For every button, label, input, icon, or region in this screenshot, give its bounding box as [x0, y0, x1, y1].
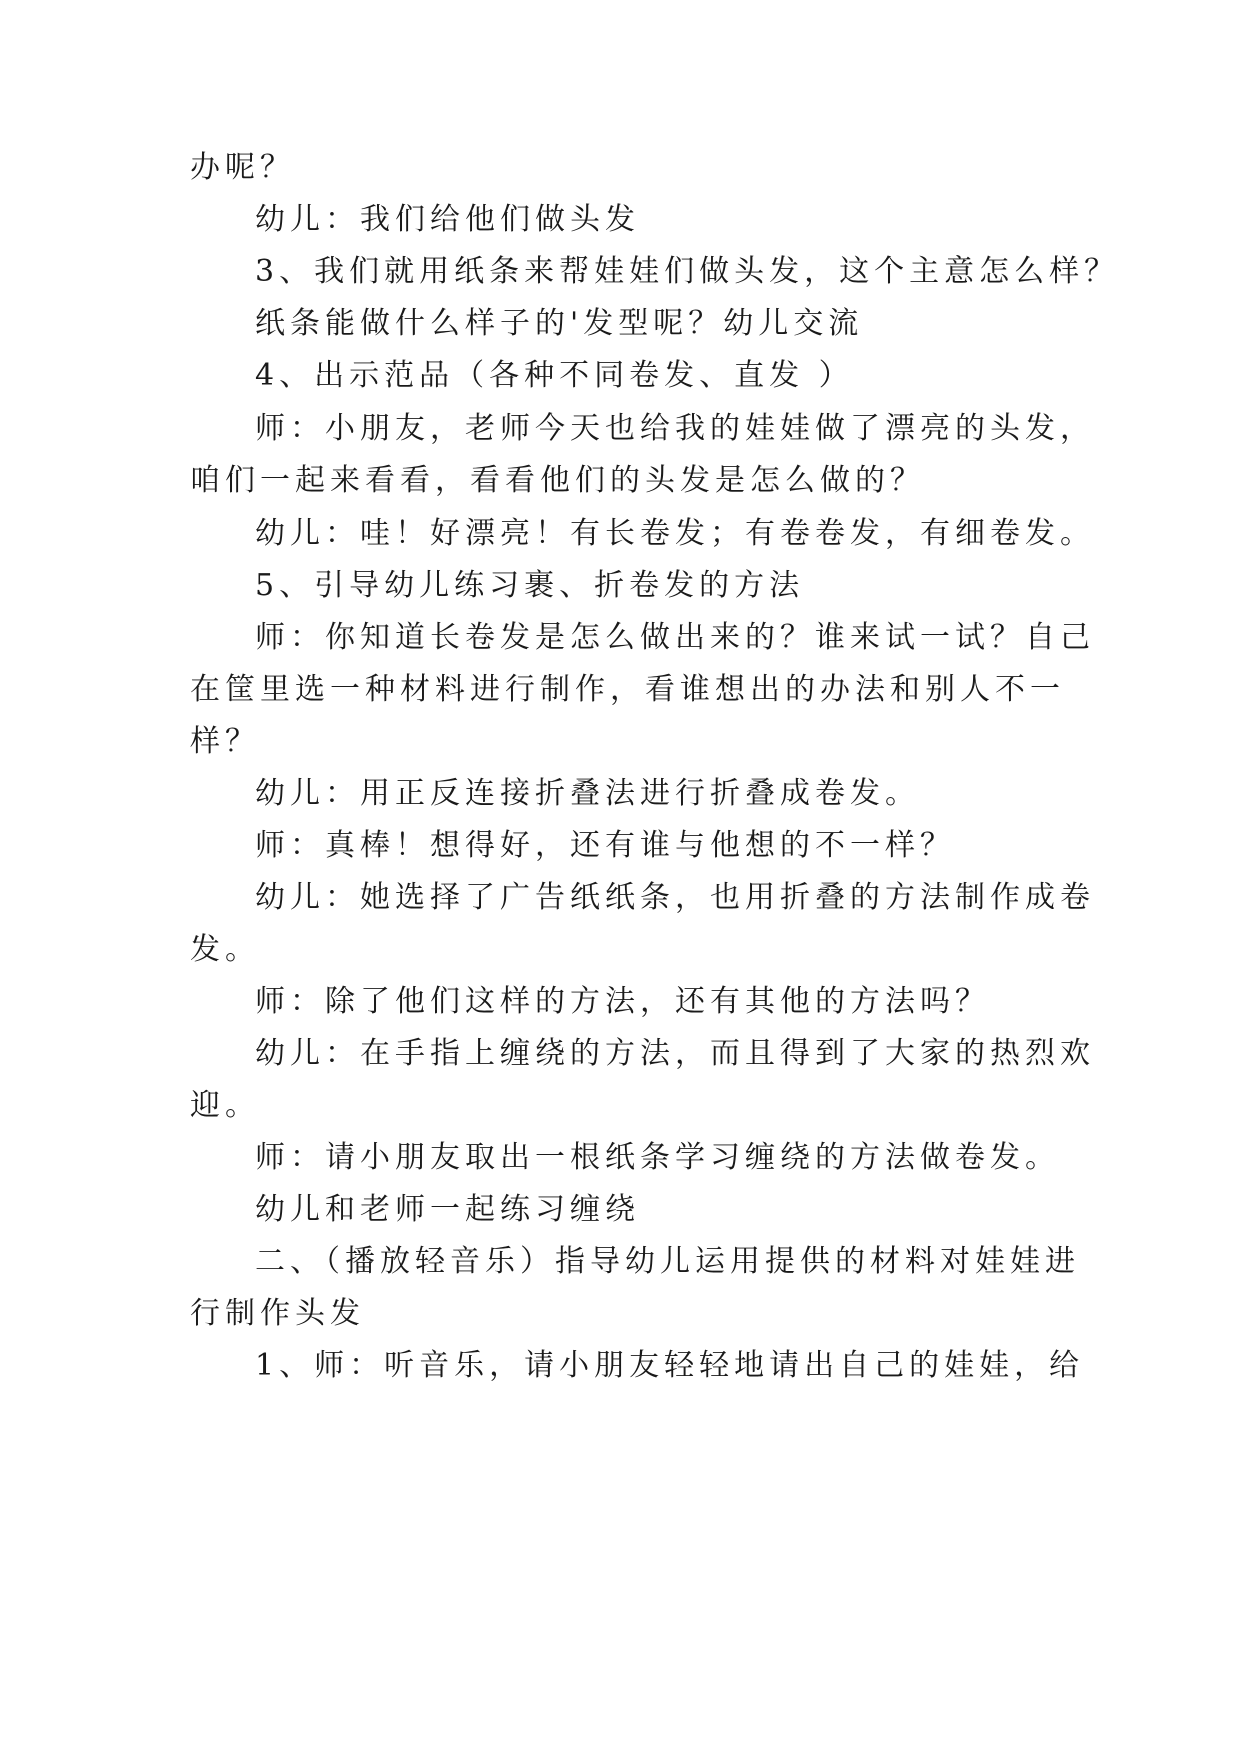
text-line: 二、（播放轻音乐）指导幼儿运用提供的材料对娃娃进	[255, 1244, 1080, 1279]
text-line: 在筐里选一种材料进行制作，看谁想出的办法和别人不一	[190, 672, 1065, 707]
text-line: 样？	[190, 724, 260, 759]
text-line: 师：请小朋友取出一根纸条学习缠绕的方法做卷发。	[255, 1140, 1060, 1175]
text-line: 师：你知道长卷发是怎么做出来的？谁来试一试？自己	[255, 620, 1095, 655]
text-line: 师：真棒！想得好，还有谁与他想的不一样？	[255, 828, 955, 863]
text-line: 发。	[190, 932, 260, 967]
text-line: 纸条能做什么样子的'发型呢？幼儿交流	[255, 306, 864, 341]
text-line: 办呢？	[190, 150, 295, 185]
text-line: 3、我们就用纸条来帮娃娃们做头发，这个主意怎么样？	[255, 254, 1120, 289]
text-line: 幼儿：用正反连接折叠法进行折叠成卷发。	[255, 776, 920, 811]
text-line: 行制作头发	[190, 1296, 365, 1331]
text-line: 师：除了他们这样的方法，还有其他的方法吗？	[255, 984, 990, 1019]
text-line: 幼儿：我们给他们做头发	[255, 202, 640, 237]
text-line: 幼儿：在手指上缠绕的方法，而且得到了大家的热烈欢	[255, 1036, 1095, 1071]
text-line: 幼儿：她选择了广告纸纸条，也用折叠的方法制作成卷	[255, 880, 1095, 915]
text-line: 师：小朋友，老师今天也给我的娃娃做了漂亮的头发，	[255, 411, 1095, 446]
text-line: 5、引导幼儿练习裹、折卷发的方法	[255, 568, 805, 603]
text-line: 幼儿和老师一起练习缠绕	[255, 1192, 640, 1227]
text-line: 咱们一起来看看，看看他们的头发是怎么做的？	[190, 463, 925, 498]
text-line: 幼儿：哇！好漂亮！有长卷发；有卷卷发，有细卷发。	[255, 516, 1095, 551]
text-line: 1、师：听音乐，请小朋友轻轻地请出自己的娃娃，给	[255, 1348, 1085, 1383]
text-line: 4、出示范品（各种不同卷发、直发 ）	[255, 358, 854, 393]
text-line: 迎。	[190, 1088, 260, 1123]
